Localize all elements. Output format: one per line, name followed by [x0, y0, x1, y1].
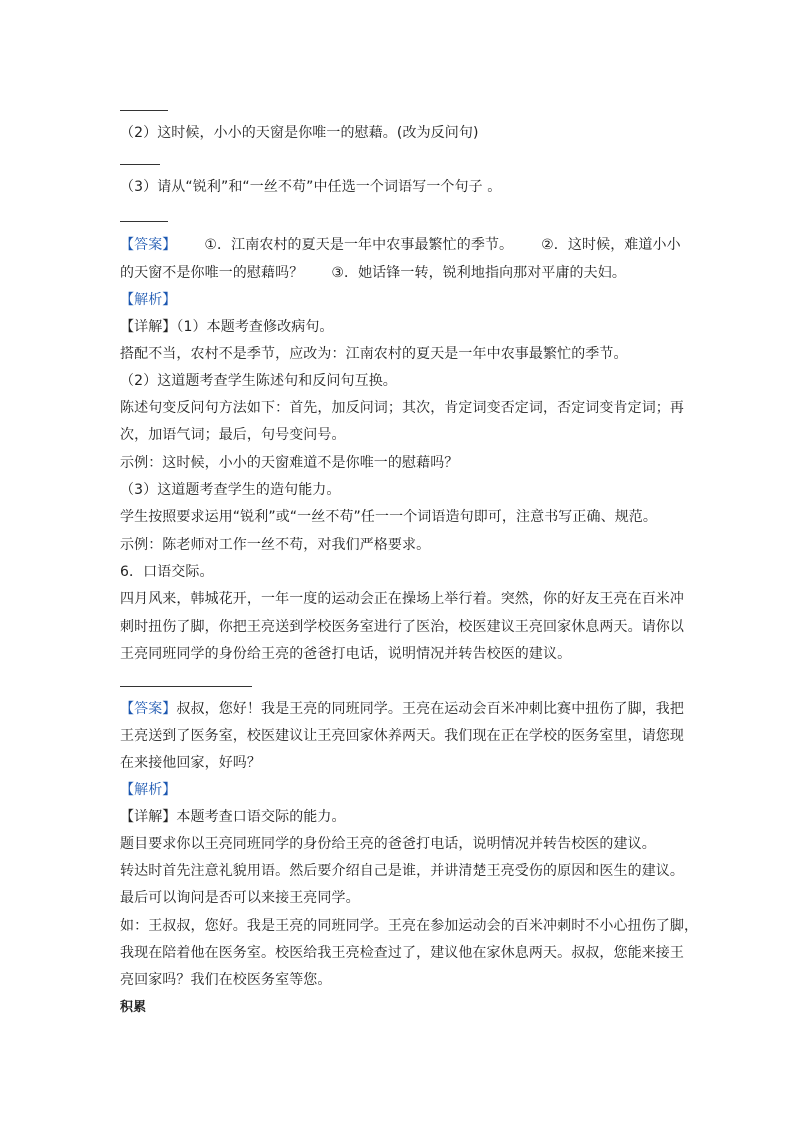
explain-line-7: 亮回家吗？我们在校医务室等您。 [120, 972, 332, 988]
detail-line-6: 示例：这时候，小小的天窗难道不是你唯一的慰藉吗？ [120, 455, 459, 471]
answer-blank-6 [120, 686, 252, 687]
detail-line-4: 陈述句变反问句方法如下：首先，加反问词；其次，肯定词变否定词，否定词变肯定词；再 [120, 400, 684, 416]
detail-line-2: 搭配不当，农村不是季节，应改为：江南农村的夏天是一年中农事最繁忙的季节。 [120, 346, 628, 362]
answer-2b: 的天窗不是你唯一的慰藉吗？ [120, 265, 304, 281]
detail-line-3: （2）这道题考查学生陈述句和反问句互换。 [120, 373, 397, 389]
analysis-tag-2: 【解析】 [120, 782, 177, 798]
detail-line-5: 次，加语气词；最后，句号变问号。 [120, 427, 346, 443]
question-6-title: 6．口语交际。 [120, 564, 214, 580]
detail-line-8: 学生按照要求运用“锐利”或“一丝不苟”任一一个词语造句即可，注意书写正确、规范。 [120, 509, 658, 525]
detail-line-9: 示例：陈老师对工作一丝不苟，对我们严格要求。 [120, 537, 431, 553]
answer-6-text-1: 叔叔，您好！我是王亮的同班同学。王亮在运动会百米冲刺比赛中扭伤了脚，我把 [176, 701, 685, 717]
answer-6-line-1 [120, 700, 684, 718]
question-6-line-1: 四月风来，韩城花开，一年一度的运动会正在操场上举行着。突然，你的好友王亮在百米冲 [120, 591, 684, 607]
question-6-line-2: 刺时扭伤了脚，你把王亮送到学校医务室进行了医治，校医建议王亮回家休息两天。请你以 [120, 619, 684, 635]
explain-line-6: 我现在陪着他在医务室。校医给我王亮检查过了，建议他在家休息两天。叔叔，您能来接王 [120, 945, 684, 961]
explain-line-2: 题目要求你以王亮同班同学的身份给王亮的爸爸打电话，说明情况并转告校医的建议。 [120, 836, 656, 852]
section-title: 积累 [120, 1000, 147, 1015]
answer-line-1 [120, 236, 681, 254]
answer-6-line-3: 在来接他回家，好吗？ [120, 755, 261, 771]
answer-tag-6: 【答案】 [120, 701, 177, 717]
answer-6-line-2: 王亮送到了医务室，校医建议让王亮回家休养两天。我们现在正在学校的医务室里，请您现 [120, 728, 684, 744]
answer-1: ①．江南农村的夏天是一年中农事最繁忙的季节。 [204, 237, 514, 253]
detail-1: （1）本题考查修改病句。 [176, 319, 334, 335]
answer-tag: 【答案】 [120, 237, 177, 253]
detail-tag-2: 【详解】 [120, 809, 177, 825]
explain-line-3: 转达时首先注意礼貌用语。然后要介绍自己是谁，并讲清楚王亮受伤的原因和医生的建议。 [120, 863, 684, 879]
question-3: （3）请从“锐利”和“一丝不苟”中任选一个词语写一个句子 。 [120, 179, 502, 195]
detail-line-1 [120, 318, 334, 336]
question-2: （2）这时候，小小的天窗是你唯一的慰藉。(改为反问句) [120, 125, 479, 141]
answer-3: ③．她话锋一转，锐利地指向那对平庸的夫妇。 [331, 265, 626, 281]
answer-blank-3 [120, 221, 168, 222]
explain-line-4: 最后可以询问是否可以来接王亮同学。 [120, 890, 360, 906]
analysis-tag-1: 【解析】 [120, 292, 177, 308]
answer-2a: ②．这时候，难道小小 [541, 237, 681, 253]
answer-blank-1 [120, 110, 168, 111]
detail-line-7: （3）这道题考查学生的造句能力。 [120, 482, 341, 498]
explain-line-5: 如：王叔叔，您好。我是王亮的同班同学。王亮在参加运动会的百米冲刺时不小心扭伤了脚， [120, 918, 699, 934]
explain-line-1 [120, 808, 346, 826]
explain-1: 本题考查口语交际的能力。 [176, 809, 346, 825]
answer-blank-2 [120, 164, 160, 165]
detail-tag-1: 【详解】 [120, 319, 177, 335]
answer-line-2 [120, 264, 626, 282]
question-6-line-3: 王亮同班同学的身份给王亮的爸爸打电话，说明情况并转告校医的建议。 [120, 646, 572, 662]
